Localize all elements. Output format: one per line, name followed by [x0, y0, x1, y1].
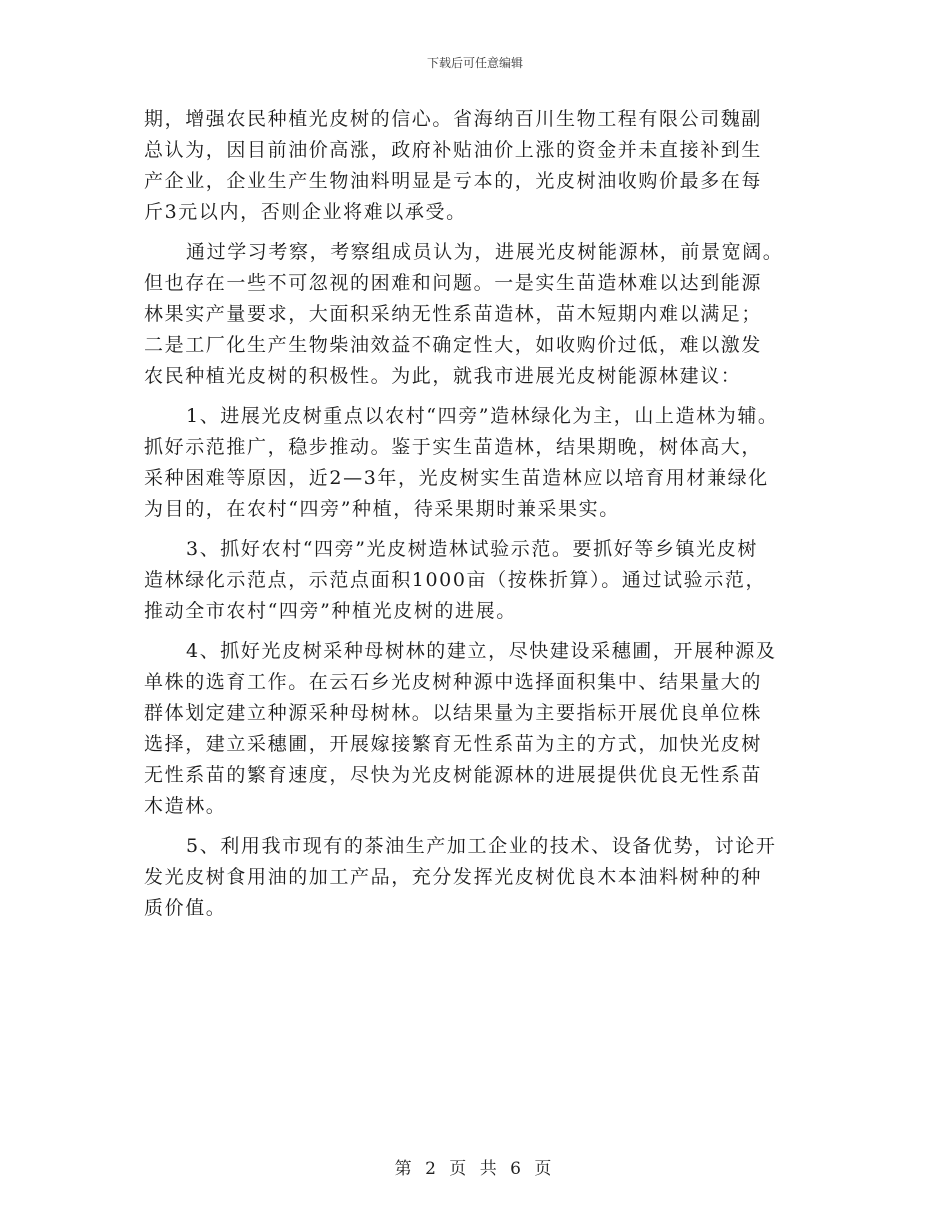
text-line: 4、抓好光皮树采种母树林的建立，尽快建设采穗圃，开展种源及: [186, 640, 777, 662]
paragraph: [144, 534, 844, 627]
text-line: 单株的选育工作。在云石乡光皮树种源中选择面积集中、结果量大的: [144, 671, 763, 693]
text-line: 无性系苗的繁育速度，尽快为光皮树能源林的进展提供优良无性系苗: [144, 764, 763, 786]
text-line: 产企业，企业生产生物油料明显是亏本的，光皮树油收购价最多在每: [144, 170, 763, 192]
text-line: 斤3元以内，否则企业将难以承受。: [144, 201, 467, 223]
paragraph: [144, 237, 844, 392]
text-line: 5、利用我市现有的茶油生产加工企业的技术、设备优势，讨论开: [186, 835, 777, 857]
text-line: 推动全市农村“四旁”种植光皮树的进展。: [144, 600, 517, 622]
text-line: 抓好示范推广，稳步推动。鉴于实生苗造林，结果期晚，树体高大，: [144, 436, 763, 458]
text-line: 1、进展光皮树重点以农村“四旁”造林绿化为主，山上造林为辅。: [186, 405, 779, 427]
text-line: 群体划定建立种源采种母树林。以结果量为主要指标开展优良单位株: [144, 702, 763, 724]
text-line: 选择，建立采穗圃，开展嫁接繁育无性系苗为主的方式，加快光皮树: [144, 733, 763, 755]
text-line: 3、抓好农村“四旁”光皮树造林试验示范。要抓好等乡镇光皮树: [186, 538, 758, 560]
paragraph: [144, 401, 844, 525]
text-line: 为目的，在农村“四旁”种植，待采果期时兼采果实。: [144, 498, 620, 520]
paragraph: [144, 831, 844, 924]
paragraph: [144, 636, 844, 822]
text-line: 质价值。: [144, 897, 227, 919]
paragraph: [144, 104, 844, 228]
text-line: 木造林。: [144, 795, 227, 817]
text-line: 采种困难等原因，近2—3年，光皮树实生苗造林应以培育用材兼绿化: [144, 467, 769, 489]
text-line: 造林绿化示范点，示范点面积1000亩（按株折算）。通过试验示范，: [144, 569, 767, 591]
page-footer: 第 2 页 共 6 页: [394, 1159, 556, 1179]
text-line: 农民种植光皮树的积极性。为此，就我市进展光皮树能源林建议：: [144, 365, 742, 387]
text-line: 总认为，因目前油价高涨，政府补贴油价上涨的资金并未直接补到生: [144, 139, 763, 161]
text-line: 但也存在一些不可忽视的困难和问题。一是实生苗造林难以达到能源: [144, 272, 763, 294]
text-line: 林果实产量要求，大面积采纳无性系苗造林，苗木短期内难以满足；: [144, 303, 763, 325]
text-line: 二是工厂化生产生物柴油效益不确定性大，如收购价过低，难以激发: [144, 334, 763, 356]
text-line: 发光皮树食用油的加工产品，充分发挥光皮树优良木本油料树种的种: [144, 866, 763, 888]
text-line: 通过学习考察，考察组成员认为，进展光皮树能源林，前景宽阔。: [186, 241, 784, 263]
page-header: 下载后可任意编辑: [426, 56, 523, 70]
text-line: 期，增强农民种植光皮树的信心。省海纳百川生物工程有限公司魏副: [144, 108, 763, 130]
document-body: [144, 104, 844, 924]
